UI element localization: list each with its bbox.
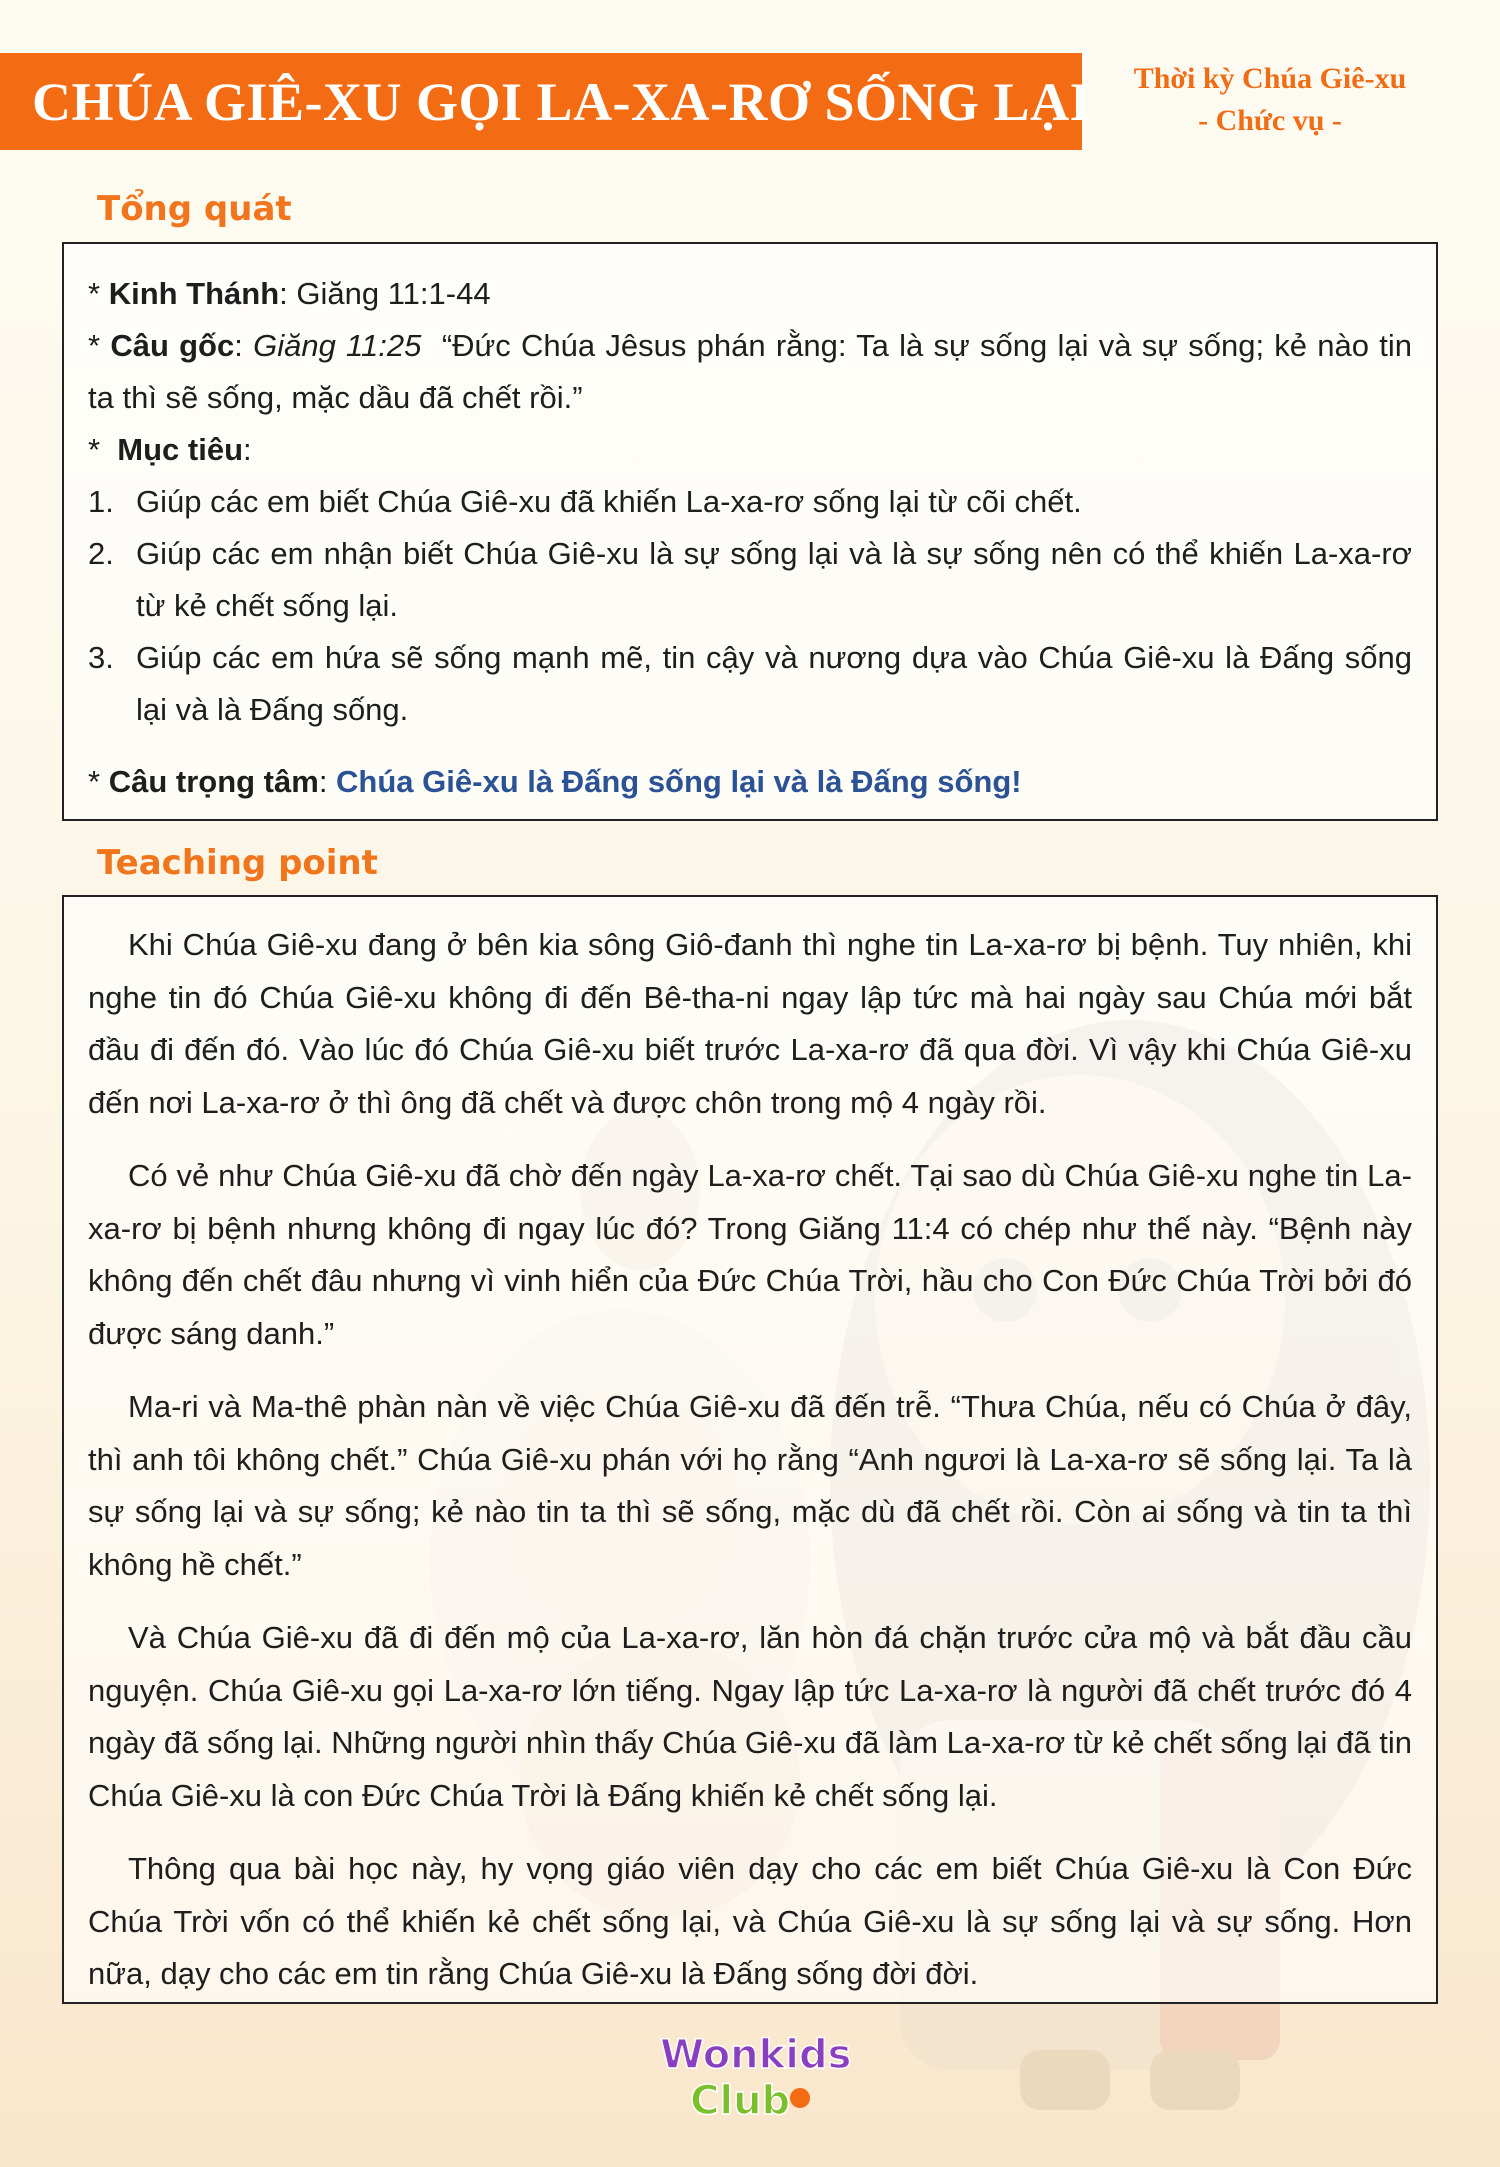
logo-line-2: Club xyxy=(690,2078,791,2124)
verse-ref: Giăng 11:25 xyxy=(253,328,422,363)
scripture-value: Giăng 11:1-44 xyxy=(296,276,491,311)
period-label xyxy=(1100,58,1440,142)
goals-list xyxy=(88,476,1412,736)
overview-box xyxy=(62,242,1438,821)
lesson-title: CHÚA GIÊ-XU GỌI LA-XA-RƠ SỐNG LẠI xyxy=(32,71,1092,132)
goals-label: Mục tiêu xyxy=(117,432,244,467)
goal-number: 3. xyxy=(88,640,114,675)
list-item xyxy=(88,476,1412,528)
focus-label: Câu trọng tâm xyxy=(108,764,319,799)
teaching-paragraph: Ma-ri và Ma-thê phàn nàn về việc Chúa Giê-xu đã đến trễ. “Thưa Chúa, nếu có Chúa ở đây, thì anh tôi không chết.” Chúa Giê-xu phán với họ rằng “Anh ngươi là La-xa-rơ sẽ sống lại. Ta là sự sống lại và sự sống; kẻ nào tin ta thì sẽ sống, mặc dù đã chết rồi. Còn ai sống và tin ta thì không hề chết.” xyxy=(88,1389,1412,1582)
goal-number: 2. xyxy=(88,536,114,571)
teaching-heading: Teaching point xyxy=(97,843,378,883)
scripture-line: * Kinh Thánh: Giăng 11:1-44 xyxy=(88,276,491,311)
list-item xyxy=(88,528,1412,632)
logo-dot-icon xyxy=(790,2088,810,2108)
teaching-paragraph: Khi Chúa Giê-xu đang ở bên kia sông Giô-đanh thì nghe tin La-xa-rơ bị bệnh. Tuy nhiên, khi nghe tin đó Chúa Giê-xu không đi đến Bê-tha-ni ngay lập tức mà hai ngày sau Chúa mới bắt đầu đi đến đó. Vào lúc đó Chúa Giê-xu biết trước La-xa-rơ đã qua đời. Vì vậy khi Chúa Giê-xu đến nơi La-xa-rơ ở thì ông đã chết và được chôn trong mộ 4 ngày rồi. xyxy=(88,927,1412,1120)
verse-label: Câu gốc xyxy=(110,328,235,363)
overview-heading: Tổng quát xyxy=(97,189,292,229)
list-item xyxy=(88,632,1412,736)
teaching-paragraph: Có vẻ như Chúa Giê-xu đã chờ đến ngày La-xa-rơ chết. Tại sao dù Chúa Giê-xu nghe tin La-xa-rơ bị bệnh nhưng không đi ngay lúc đó? Trong Giăng 11:4 có chép như thế này. “Bệnh này không đến chết đâu nhưng vì vinh hiển của Đức Chúa Trời, hầu cho Con Đức Chúa Trời bởi đó được sáng danh.” xyxy=(88,1158,1412,1351)
verse-text: “Đức Chúa Jêsus phán rằng: Ta là sự sống lại và sự sống; kẻ nào tin ta thì sẽ sống, mặc dầu đã chết rồi.” xyxy=(88,328,1412,415)
teaching-paragraph: Thông qua bài học này, hy vọng giáo viên dạy cho các em biết Chúa Giê-xu là Con Đức Chúa Trời vốn có thể khiến kẻ chết sống lại, và Chúa Giê-xu là sự sống lại và sự sống. Hơn nữa, dạy cho các em tin rằng Chúa Giê-xu là Đấng sống đời đời. xyxy=(88,1851,1412,1991)
goals-line: * Mục tiêu: xyxy=(88,432,252,467)
focus-line: * Câu trọng tâm: Chúa Giê-xu là Đấng sống lại và là Đấng sống! xyxy=(88,764,1022,799)
wonkids-club-logo xyxy=(640,2026,860,2126)
verse-line: * Câu gốc: Giăng 11:25 “Đức Chúa Jêsus phán rằng: Ta là sự sống lại và sự sống; kẻ nào tin ta thì sẽ sống, mặc dầu đã chết rồi.” xyxy=(88,328,1412,415)
teaching-box xyxy=(62,895,1438,2004)
logo-line-1: Wonkids xyxy=(660,2032,852,2078)
goal-text: Giúp các em nhận biết Chúa Giê-xu là sự sống lại và là sự sống nên có thể khiến La-xa-rơ từ kẻ chết sống lại. xyxy=(136,536,1412,623)
title-banner xyxy=(0,53,1092,150)
focus-text: Chúa Giê-xu là Đấng sống lại và là Đấng sống! xyxy=(336,764,1022,799)
teaching-paragraph: Và Chúa Giê-xu đã đi đến mộ của La-xa-rơ, lăn hòn đá chặn trước cửa mộ và bắt đầu cầu nguyện. Chúa Giê-xu gọi La-xa-rơ lớn tiếng. Ngay lập tức La-xa-rơ là người đã chết trước đó 4 ngày đã sống lại. Những người nhìn thấy Chúa Giê-xu đã làm La-xa-rơ từ kẻ chết sống lại đã tin Chúa Giê-xu là con Đức Chúa Trời là Đấng khiến kẻ chết sống lại. xyxy=(88,1620,1412,1813)
goal-text: Giúp các em biết Chúa Giê-xu đã khiến La-xa-rơ sống lại từ cõi chết. xyxy=(136,484,1082,519)
goal-text: Giúp các em hứa sẽ sống mạnh mẽ, tin cậy và nương dựa vào Chúa Giê-xu là Đấng sống lại và là Đấng sống. xyxy=(136,640,1412,727)
goal-number: 1. xyxy=(88,484,114,519)
period-line-2: - Chức vụ - xyxy=(1198,104,1342,137)
scripture-label: Kinh Thánh xyxy=(108,276,280,311)
period-line-1: Thời kỳ Chúa Giê-xu xyxy=(1133,62,1407,95)
